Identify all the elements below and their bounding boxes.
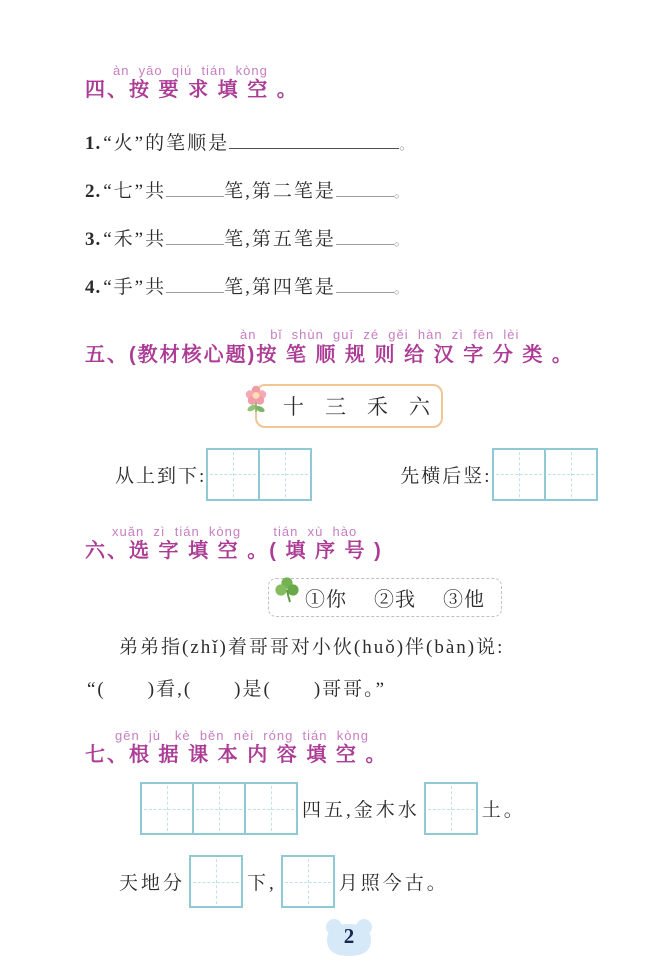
fill-line-1-grid-2 [424,782,478,835]
question-3-blank-1 [166,226,224,245]
fill-line-2-text-2: 下, [247,873,277,895]
section-4-pinyin: àn yāo qiú tián kòng [113,63,268,78]
character-bank: 十 三 禾 六 [255,384,443,428]
fill-line-2 [115,855,613,908]
section-6-pinyin: xuǎn zì tián kòng tián xù hào [112,523,358,539]
word-options-box [268,578,502,617]
question-3 [85,225,613,256]
question-1-number: 1. [85,133,102,155]
fill-line-1 [140,782,613,835]
page-number: 2 [343,924,355,949]
clover-icon [275,576,299,609]
fill-line-1-text-2: 土。 [481,800,526,822]
character-bank-box [255,384,443,428]
section-6-heading: 六、选 字 填 空 。( 填 序 号 ) [85,539,383,562]
fill-line-1-text-1: 四五,金木水 [302,800,420,822]
tianzige-cell [424,782,478,835]
question-2-number: 2. [85,181,102,203]
question-4 [85,273,613,304]
question-1-period: 。 [399,137,417,154]
section-7 [85,729,613,908]
section-5 [85,328,613,500]
section-7-pinyin: gēn jù kè běn nèi róng tián kòng [115,727,369,743]
section-7-heading: 七、根 据 课 本 内 容 填 空 。 [85,744,388,767]
tianzige-cell [140,782,194,835]
section-5-heading: 五、(教材核心题)按 笔 顺 规 则 给 汉 字 分 类 。 [85,343,574,366]
question-3-blank-2 [336,226,394,245]
question-1-blank [229,130,399,149]
page-number-badge [317,918,381,962]
classification-row [115,448,613,501]
question-4-number: 4. [85,277,102,299]
tianzige-cell [206,448,260,501]
question-4-blank-2 [336,274,394,293]
question-4-blank-1 [166,274,224,293]
horizontal-first-label: 先横后竖: [400,465,492,487]
question-2-text-1: “七”共 [103,181,167,203]
horizontal-first-answer-grid [492,448,598,501]
sentence-line-2: “( )看,( )是( )哥哥。” [87,678,387,700]
fill-line-1-grid-1 [140,782,298,835]
question-2-blank-2 [336,178,394,197]
tianzige-cell [244,782,298,835]
question-2-period: 。 [393,185,411,202]
tianzige-cell [258,448,312,501]
question-4-text-1: “手”共 [103,277,167,299]
tianzige-cell [492,448,546,501]
tianzige-cell [544,448,598,501]
fill-line-2-grid-2 [281,855,335,908]
question-1-text: “火”的笔顺是 [103,133,230,155]
top-to-bottom-label: 从上到下: [115,465,207,487]
top-to-bottom-answer-grid [206,448,312,501]
fill-line-2-text-3: 月照今古。 [338,873,449,895]
question-4-text-2: 笔,第四笔是 [224,277,336,299]
fill-line-2-grid-1 [189,855,243,908]
question-2-blank-1 [166,178,224,197]
question-3-text-2: 笔,第五笔是 [224,229,336,251]
sentence-line-1: 弟弟指(zhǐ)着哥哥对小伙(huǒ)伴(bàn)说: [119,636,505,658]
question-3-number: 3. [85,229,102,251]
flower-icon [243,384,271,421]
section-4 [85,64,613,304]
section-6 [85,525,613,705]
question-3-period: 。 [393,233,411,250]
fill-line-2-text-1: 天地分 [119,873,186,895]
tianzige-cell [281,855,335,908]
section-4-heading: 四、按 要 求 填 空 。 [85,79,299,102]
question-2-text-2: 笔,第二笔是 [224,181,336,203]
question-4-period: 。 [393,281,411,298]
word-options: ①你 ②我 ③他 [305,588,485,611]
tianzige-cell [192,782,246,835]
section-5-pinyin: àn bǐ shùn guī zé gěi hàn zì fēn lèi [240,327,520,343]
question-3-text-1: “禾”共 [103,229,167,251]
question-1 [85,129,613,160]
tianzige-cell [189,855,243,908]
question-2 [85,177,613,208]
